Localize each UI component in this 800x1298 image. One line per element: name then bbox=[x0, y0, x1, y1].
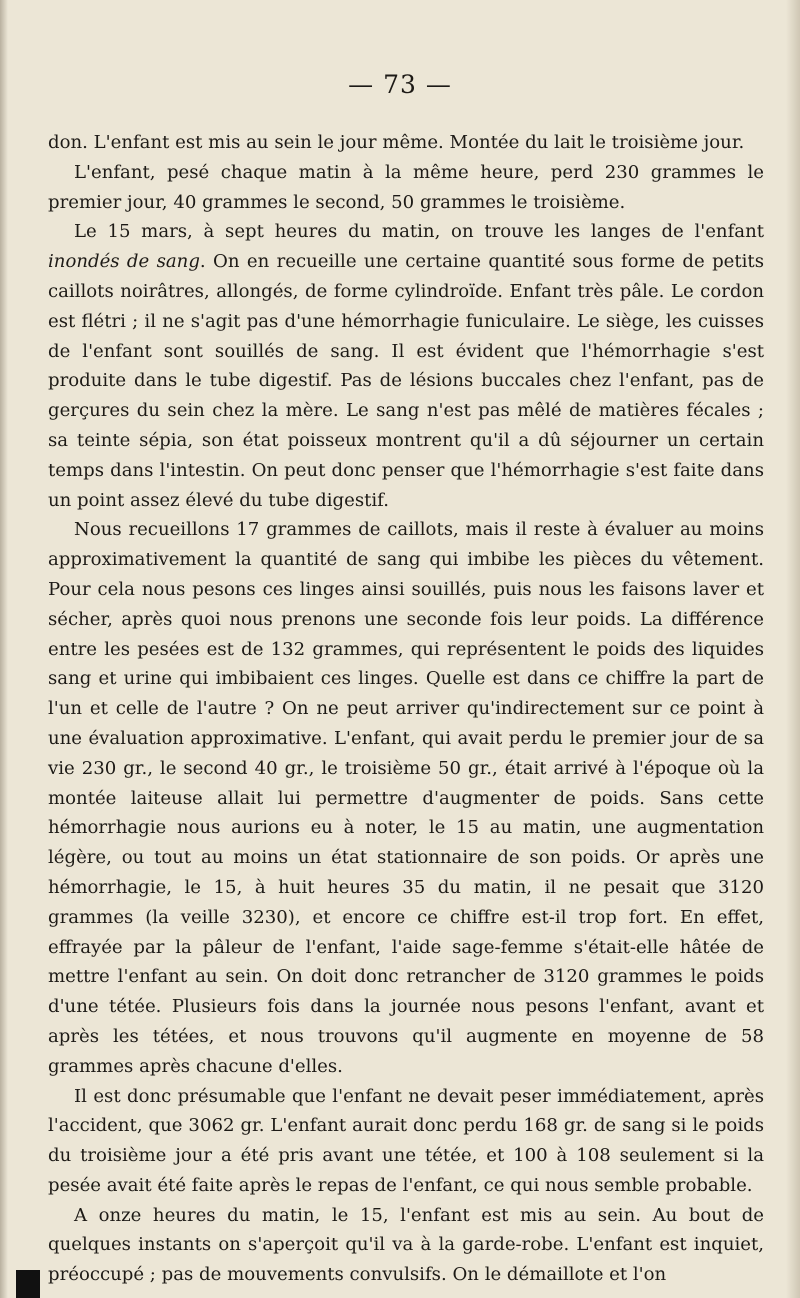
page-number: — 73 — bbox=[348, 70, 452, 99]
paragraph-4: Nous recueillons 17 grammes de caillots, mais il reste à évaluer au moins approximativement la quantité de sang qui imbibe les pièces du vêtement. Pour cela nous pesons ces linges ainsi souillés, puis nous les faisons laver et sécher, après quoi nous prenons une seconde fois leur poids. La différence entre les pesées est de 132 grammes, qui représentent le poids des liquides sang et urine qui imbibaient ces linges. Quelle est dans ce chiffre la part de l'un et celle de l'autre ? On ne peut arriver qu'indirectement sur ce point à une évaluation approximative. L'enfant, qui avait perdu le premier jour de sa vie 230 gr., le second 40 gr., le troisième 50 gr., était arrivé à l'époque où la montée laiteuse allait lui permettre d'augmenter de poids. Sans cette hémorrhagie nous aurions eu à noter, le 15 au matin, une augmentation légère, ou tout au moins un état stationnaire de son poids. Or après une hémorrhagie, le 15, à huit heures 35 du matin, il ne pesait que 3120 grammes (la veille 3230), et encore ce chiffre est-il trop fort. En effet, effrayée par la pâleur de l'enfant, l'aide sage-femme s'était-elle hâtée de mettre l'enfant au sein. On doit donc retrancher de 3120 grammes le poids d'une tétée. Plusieurs fois dans la journée nous pesons l'enfant, avant et après les tétées, et nous trouvons qu'il augmente en moyenne de 58 grammes après chacune d'elles. bbox=[48, 519, 764, 1077]
page-edge-left bbox=[0, 0, 8, 1298]
paragraph-3-after: . On en recueille une certaine quantité sous forme de petits caillots noirâtres, allongés, de forme cylindroïde. Enfant très pâle. Le cordon est flétri ; il ne s'agit pas d'une hémorrhagie funiculaire. Le siège, les cuisses de l'enfant sont souillés de sang. Il est évident que l'hémorrhagie s'est produite dans le tube digestif. Pas de lésions buccales chez l'enfant, pas de gerçures du sein chez la mère. Le sang n'est pas mêlé de matières fécales ; sa teinte sépia, son état poisseux montrent qu'il a dû séjourner un certain temps dans l'intestin. On peut donc penser que l'hémorrhagie s'est faite dans un point assez élevé du tube digestif. bbox=[48, 251, 764, 511]
paragraph-3-before: Le 15 mars, à sept heures du matin, on trouve les langes de l'enfant bbox=[74, 221, 764, 243]
paragraph-3 bbox=[48, 217, 764, 515]
text-body bbox=[48, 128, 764, 1290]
paragraph-1: don. L'enfant est mis au sein le jour même. Montée du lait le troisième jour. bbox=[48, 132, 745, 153]
paragraph-6: A onze heures du matin, le 15, l'enfant est mis au sein. Au bout de quelques instants on s'aperçoit qu'il va à la garde-robe. L'enfant est inquiet, préoccupé ; pas de mouvements convulsifs. On le démaillote et l'on bbox=[48, 1204, 764, 1286]
paragraph-3-emphasis: inondés de sang bbox=[48, 251, 200, 273]
paragraph-2: L'enfant, pesé chaque matin à la même heure, perd 230 grammes le premier jour, 40 grammes le second, 50 grammes le troisième. bbox=[48, 161, 764, 213]
corner-mark bbox=[16, 1270, 40, 1298]
page-edge-right bbox=[786, 0, 800, 1298]
paragraph-5: Il est donc présumable que l'enfant ne devait peser immédiatement, après l'accident, que 3062 gr. L'enfant aurait donc perdu 168 gr. de sang si le poids du troisième jour a été pris avant une tétée, et 100 à 108 seulement si la pesée avait été faite après le repas de l'enfant, ce qui nous semble probable. bbox=[48, 1085, 764, 1196]
